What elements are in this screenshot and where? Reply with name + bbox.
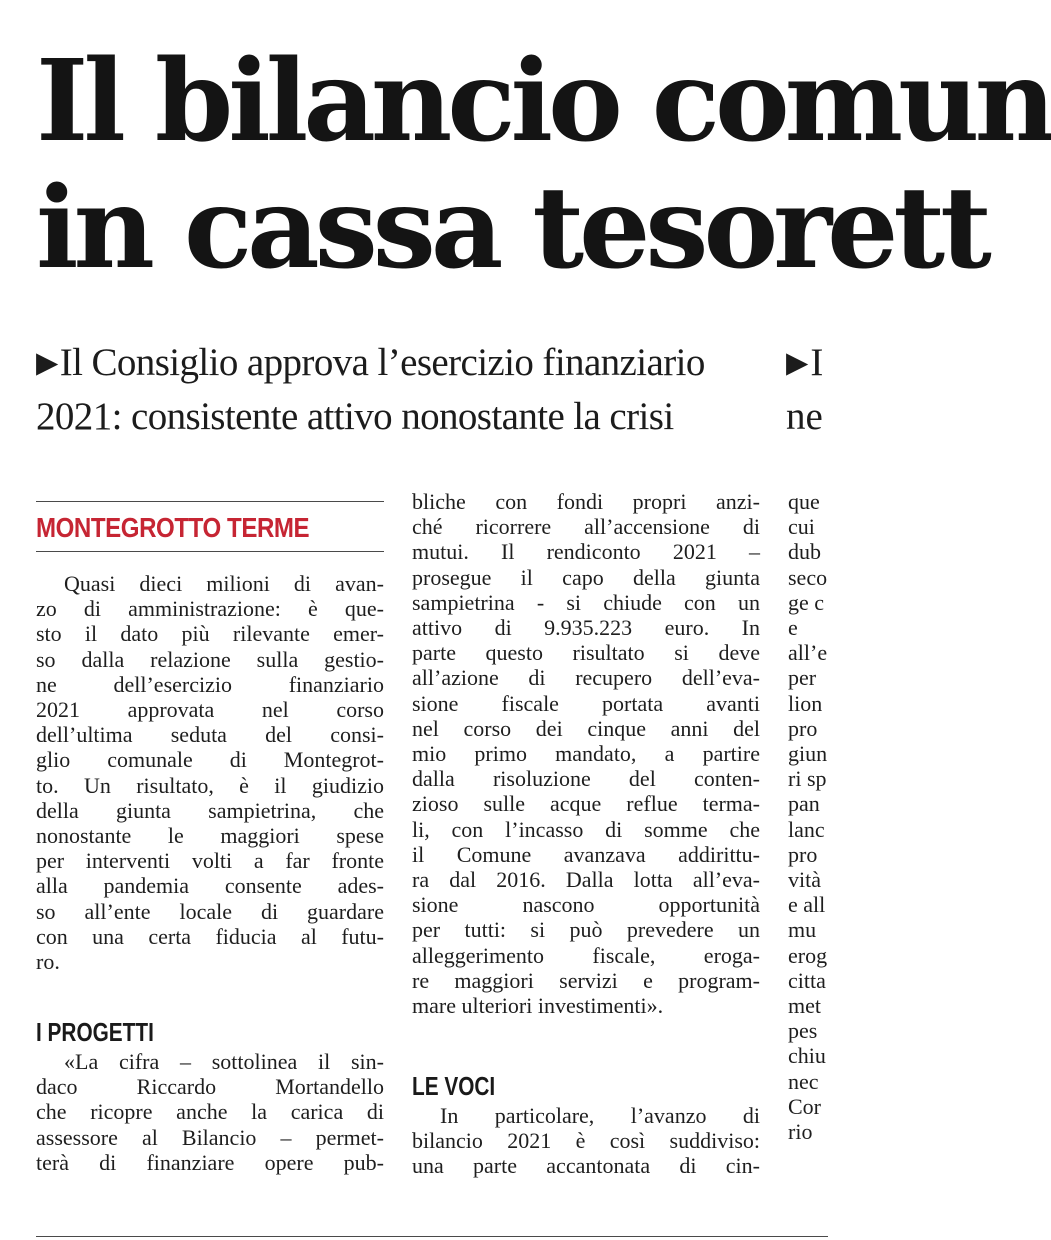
triangle-bullet-icon: ▶ <box>786 347 809 379</box>
article-column-1-continued <box>36 1049 384 1175</box>
text-line: il Comune avanzava addirittu- <box>412 841 760 867</box>
text-line: erog <box>788 942 828 968</box>
text-line: terà di finanziare opere pub- <box>36 1149 384 1175</box>
text-line: «La cifra – sottolinea il sin- <box>64 1049 384 1074</box>
text-line: sto il dato più rilevante emer- <box>36 621 384 647</box>
text-line: lion <box>788 690 823 716</box>
text-line: pan <box>788 791 820 817</box>
kicker-top-rule <box>36 501 384 502</box>
article-column-1 <box>36 571 384 974</box>
text-line: prosegue il capo della giunta <box>412 564 760 590</box>
text-line: mutui. Il rendiconto 2021 – <box>412 539 760 565</box>
text-line: nec <box>788 1068 819 1094</box>
text-line: sione nascono opportunità <box>412 892 760 918</box>
text-line: pro <box>788 715 818 741</box>
headline-line-2: in cassa tesorett <box>36 163 987 294</box>
text-line: ri sp <box>788 766 827 792</box>
text-line: all’e <box>788 640 828 666</box>
text-line: to. Un risultato, è il giudizio <box>36 772 384 798</box>
text-line: vità <box>788 867 821 893</box>
text-line: cui <box>788 514 815 540</box>
text-line: assessore al Bilancio – permet- <box>36 1124 384 1150</box>
headline-line-1: Il bilancio comun <box>36 36 1051 167</box>
text-line: che ricopre anche la carica di <box>36 1099 384 1125</box>
text-line: li, con l’incasso di somme che <box>412 816 760 842</box>
text-line: alla pandemia consente ades- <box>36 873 384 899</box>
text-line: per <box>788 665 817 691</box>
text-line: Quasi dieci milioni di avan- <box>64 571 384 596</box>
text-line: seco <box>788 564 828 590</box>
subheadline-next-line-1: I <box>810 341 824 384</box>
text-line: dub <box>788 539 821 565</box>
text-line: citta <box>788 967 826 993</box>
text-line: re maggiori servizi e program- <box>412 967 760 993</box>
text-line: In particolare, l’avanzo di <box>440 1103 760 1128</box>
kicker-bottom-rule <box>36 551 384 552</box>
text-line: nel corso dei cinque anni del <box>412 715 760 741</box>
text-line: con una certa fiducia al futu- <box>36 923 384 949</box>
text-line: dell’ultima seduta del consi- <box>36 722 384 748</box>
text-line: pes <box>788 1018 818 1044</box>
text-line: zo di amministrazione: è que- <box>36 596 384 622</box>
subheadline <box>36 336 776 444</box>
text-line: que <box>788 489 820 514</box>
section-subtitle-voci: LE VOCI <box>412 1071 496 1101</box>
text-line: Cor <box>788 1093 821 1119</box>
text-line: daco Riccardo Mortandello <box>36 1074 384 1100</box>
text-line: 2021 approvata nel corso <box>36 697 384 723</box>
text-line: una parte accantonata di cin- <box>412 1153 760 1179</box>
text-line: zioso sulle acque reflue terma- <box>412 791 760 817</box>
page-bottom-rule <box>36 1236 828 1237</box>
text-line: bliche con fondi propri anzi- <box>412 489 760 514</box>
subheadline-next-line-2: ne <box>786 395 823 438</box>
subheadline-next-article <box>786 336 986 444</box>
text-line: sione fiscale portata avanti <box>412 690 760 716</box>
text-line: ge c <box>788 589 825 615</box>
text-line: dalla risoluzione del conten- <box>412 766 760 792</box>
text-line: attivo di 9.935.223 euro. In <box>412 615 760 641</box>
section-subtitle-progetti: I PROGETTI <box>36 1017 154 1047</box>
text-line: mio primo mandato, a partire <box>412 741 760 767</box>
text-line: ne dell’esercizio finanziario <box>36 671 384 697</box>
article-column-2 <box>412 489 760 1018</box>
text-line: met <box>788 993 821 1019</box>
text-line: rio <box>788 1119 813 1145</box>
text-line: ra dal 2016. Dalla lotta all’eva- <box>412 867 760 893</box>
text-line: e <box>788 615 798 641</box>
text-line: so all’ente locale di guardare <box>36 898 384 924</box>
text-line: ché ricorrere all’accensione di <box>412 514 760 540</box>
text-line: e all <box>788 892 826 918</box>
text-line: alleggerimento fiscale, eroga- <box>412 942 760 968</box>
text-line: mu <box>788 917 817 943</box>
text-line: nonostante le maggiori spese <box>36 823 384 849</box>
kicker-location: MONTEGROTTO TERME <box>36 512 310 543</box>
text-line: lanc <box>788 816 825 842</box>
text-line: ro. <box>36 949 60 975</box>
text-line: della giunta sampietrina, che <box>36 797 384 823</box>
text-line: parte questo risultato si deve <box>412 640 760 666</box>
text-line: mare ulteriori investimenti». <box>412 993 664 1019</box>
triangle-bullet-icon: ▶ <box>36 347 58 379</box>
text-line: giun <box>788 741 828 767</box>
text-line: chiu <box>788 1043 826 1069</box>
text-line: so dalla relazione sulla gestio- <box>36 646 384 672</box>
subheadline-text: Il Consiglio approva l’esercizio finanziario 2021: consistente attivo nonostante la crisi <box>36 341 705 438</box>
text-line: sampietrina - si chiude con un <box>412 589 760 615</box>
text-line: bilancio 2021 è così suddiviso: <box>412 1128 760 1154</box>
text-line: pro <box>788 841 818 867</box>
article-column-2-continued <box>412 1103 760 1179</box>
text-line: per interventi volti a far fronte <box>36 848 384 874</box>
text-line: glio comunale di Montegrot- <box>36 747 384 773</box>
article-column-3-cropped <box>788 489 988 1144</box>
text-line: all’azione di recupero dell’eva- <box>412 665 760 691</box>
text-line: per tutti: si può prevedere un <box>412 917 760 943</box>
